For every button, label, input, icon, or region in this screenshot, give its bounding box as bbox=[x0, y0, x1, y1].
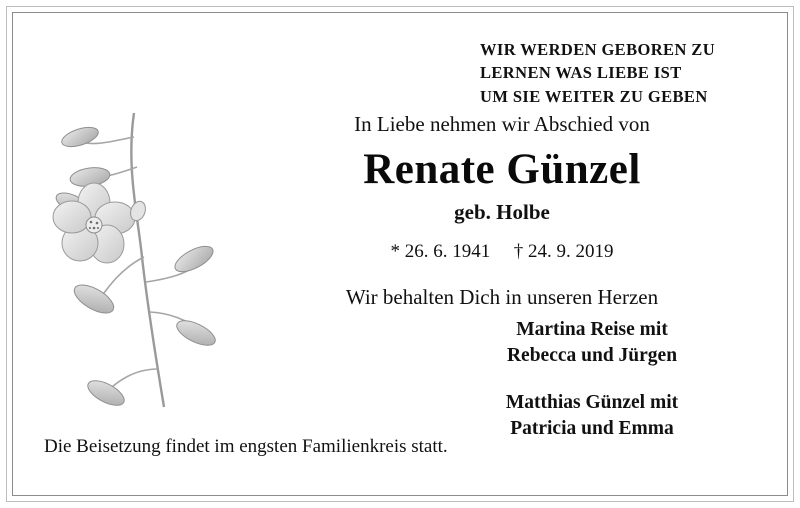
family-group-2 bbox=[442, 390, 742, 441]
death-date: † 24. 9. 2019 bbox=[513, 241, 614, 263]
card-content bbox=[12, 12, 788, 496]
obituary-main-text bbox=[222, 112, 782, 310]
intro-line: In Liebe nehmen wir Abschied von bbox=[354, 112, 650, 136]
birth-date: * 26. 6. 1941 bbox=[390, 241, 491, 263]
flower-branch-icon bbox=[42, 107, 222, 417]
family-group-2-line-1: Matthias Günzel mit bbox=[505, 392, 679, 414]
verse-line-2: LERNEN WAS LIEBE IST bbox=[480, 63, 682, 83]
family-names-block bbox=[442, 317, 742, 442]
verse-line-3: UM SIE WEITER ZU GEBEN bbox=[480, 86, 708, 106]
family-group-2-line-2: Patricia und Emma bbox=[510, 418, 674, 440]
verse-line-1: WIR WERDEN GEBOREN ZU bbox=[480, 40, 716, 59]
funeral-note: Die Beisetzung findet im engsten Familienkreis statt. bbox=[44, 436, 448, 457]
deceased-name: Renate Günzel bbox=[363, 146, 641, 194]
farewell-line: Wir behalten Dich in unseren Herzen bbox=[345, 285, 659, 310]
life-dates bbox=[222, 241, 782, 263]
family-group-1-line-2: Rebecca und Jürgen bbox=[506, 344, 678, 366]
family-group-1-line-1: Martina Reise mit bbox=[516, 319, 668, 340]
verse-block bbox=[480, 38, 780, 108]
maiden-name: geb. Holbe bbox=[454, 200, 550, 225]
family-group-1 bbox=[442, 317, 742, 368]
